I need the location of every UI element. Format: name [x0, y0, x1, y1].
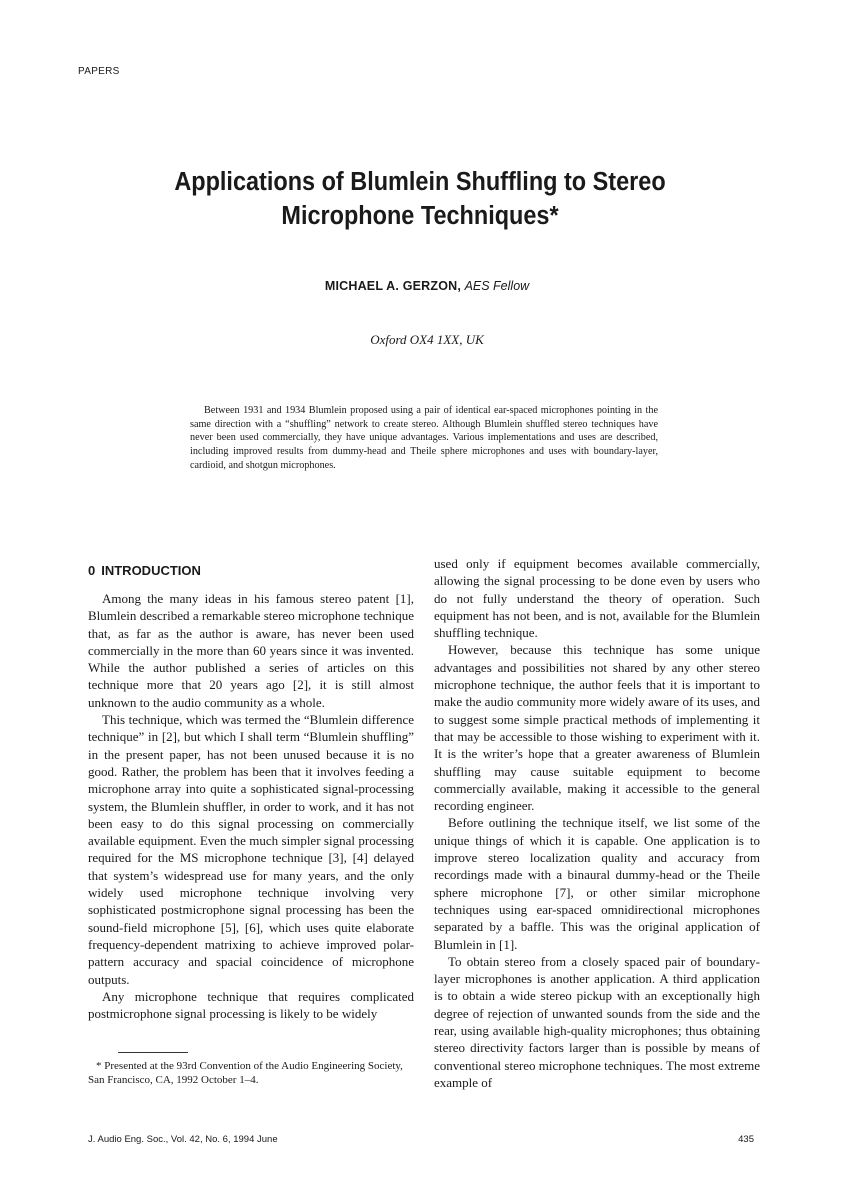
section-number: 0 [88, 563, 96, 578]
paragraph: Before outlining the technique itself, we list some of the unique things of which it is capable. One application is to improve stereo localization quality and accuracy from recordings made with a binaural dummy-head or the Theile sphere microphone [7], or other similar microphone techniques using ear-spaced omnidirectional microphones separated by a baffle. This was the original application of Blumlein in [1]. [434, 815, 760, 952]
paper-title [116, 165, 723, 233]
title-line-2: Microphone Techniques* [281, 202, 559, 230]
author-title: AES Fellow [464, 279, 530, 293]
paragraph-continuation: used only if equipment becomes available commercially, allowing the signal processing to be done even by users who do not fully understand the theory of operation. Such equipment has not been, and is not, available for the Blumlein shuffling technique. [434, 556, 760, 641]
paragraph: This technique, which was termed the “Blumlein difference technique” in [2], but which I shall term “Blumlein shuffling” in the present paper, has not been unused because it is no good. Rather, the problem has been that it involves feeding a microphone array into quite a sophisticated signal-processing system, the Blumlein shuffler, in order to work, and it has not been easy to do this signal processing on commercially available equipment. Even the much simpler signal processing required for the MS microphone technique [3], [4] delayed that system’s widespread use for many years, and the only widely used microphone technique involving very sophisticated postmicrophone signal processing has been the sound-field microphone [5], [6], which uses quite elaborate frequency-dependent matrixing to achieve improved polar-pattern accuracy and spacial coincidence of microphone outputs. [88, 712, 414, 987]
paragraph: However, because this technique has some unique advantages and possibilities not shared by any other stereo microphone technique, the author feels that it is important to make the audio community more widely aware of its uses, and to suggest some simple practical methods of implementing it that may be accessible to those wishing to experiment with it. It is the writer’s hope that a greater awareness of Blumlein shuffling may cause suitable equipment to become commercially available, making it accessible to the general recording engineer. [434, 642, 760, 814]
paragraph: Among the many ideas in his famous stereo patent [1], Blumlein described a remarkable stereo microphone technique that, as far as the author is aware, has never been used commercially in the more than 60 years since it was invented. While the author published a series of articles on this technique more that 20 years ago [2], it is still almost unknown to the audio community as a whole. [88, 591, 414, 710]
affiliation: Oxford OX4 1XX, UK [370, 332, 484, 347]
journal-citation: J. Audio Eng. Soc., Vol. 42, No. 6, 1994 June [88, 1134, 278, 1145]
footnote: * Presented at the 93rd Convention of the Audio Engineering Society, San Francisco, CA, 1992 October 1–4. [88, 1060, 403, 1086]
paragraph: Any microphone technique that requires complicated postmicrophone signal processing is likely to be widely [88, 988, 414, 1022]
section-title: INTRODUCTION [101, 563, 201, 578]
body-column-right [434, 555, 760, 1091]
section-label: PAPERS [78, 66, 120, 77]
footnote-divider [118, 1052, 188, 1053]
title-line-1: Applications of Blumlein Shuffling to Stereo [174, 168, 666, 196]
paragraph: To obtain stereo from a closely spaced pair of boundary-layer microphones is another application. A third application is to obtain a wide stereo pickup with an exceptionally high degree of rejection of unwanted sounds from the side and the rear, using available high-quality microphones; thus obtaining stereo directivity factors larger than is possible by means of conventional stereo microphone techniques. The most extreme example of [434, 953, 760, 1090]
section-heading [88, 563, 201, 578]
author-line [0, 279, 854, 293]
author-name: MICHAEL A. GERZON, [324, 279, 462, 293]
body-column-left [88, 590, 414, 1022]
abstract: Between 1931 and 1934 Blumlein proposed using a pair of identical ear-spaced microphones pointing in the same direction with a “shuffling” network to create stereo. Although Blumlein shuffled stereo techniques have never been used commercially, they have unique advantages. Various implementations and uses are described, including improved results from dummy-head and Theile sphere microphones and uses with boundary-layer, cardioid, and shotgun microphones. [190, 405, 658, 471]
page-number: 435 [738, 1134, 754, 1145]
